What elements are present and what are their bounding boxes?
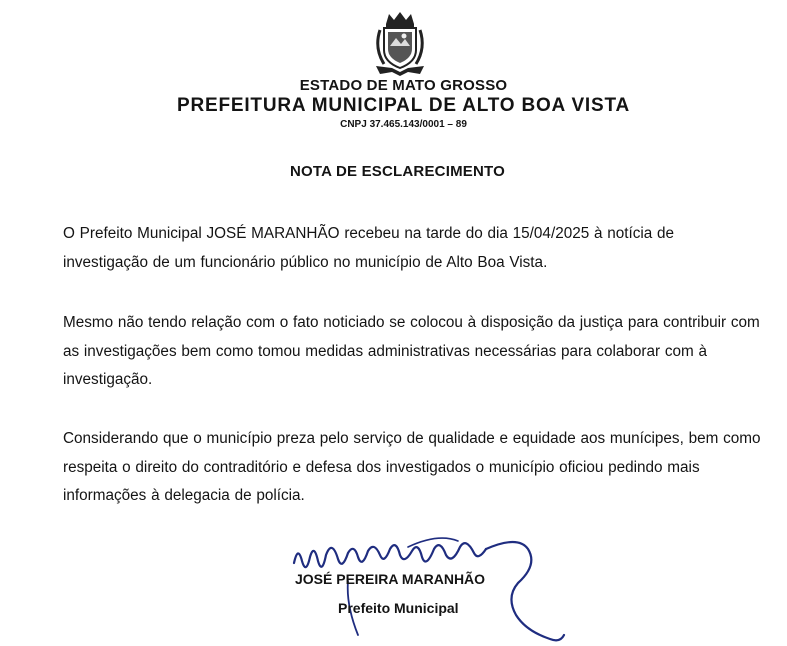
cnpj-text: CNPJ 37.465.143/0001 – 89	[340, 119, 467, 130]
coat-of-arms-icon	[370, 10, 430, 76]
paragraph-1: O Prefeito Municipal JOSÉ MARANHÃO recebeu na tarde do dia 15/04/2025 à notícia de investigação de um funcionário público no município de Alto Boa Vista.	[63, 225, 675, 271]
paragraph-3: Considerando que o município preza pelo serviço de qualidade e equidade aos munícipes, bem como respeita o direito do contraditório e defesa dos investigados o município oficiou pedindo mais informações à delegacia de polícia.	[63, 430, 761, 504]
document-title: NOTA DE ESCLARECIMENTO	[290, 163, 505, 180]
paragraph-2: Mesmo não tendo relação com o fato noticiado se colocou à disposição da justiça para contribuir com as investigações bem como tomou medidas administrativas necessárias para colaborar com à investigação.	[63, 314, 760, 388]
prefecture-heading: PREFEITURA MUNICIPAL DE ALTO BOA VISTA	[177, 95, 630, 116]
state-heading: ESTADO DE MATO GROSSO	[299, 77, 508, 94]
signatory-role: Prefeito Municipal	[338, 600, 459, 616]
signatory-name: JOSÉ PEREIRA MARANHÃO	[295, 571, 486, 587]
handwritten-signature	[288, 535, 568, 646]
